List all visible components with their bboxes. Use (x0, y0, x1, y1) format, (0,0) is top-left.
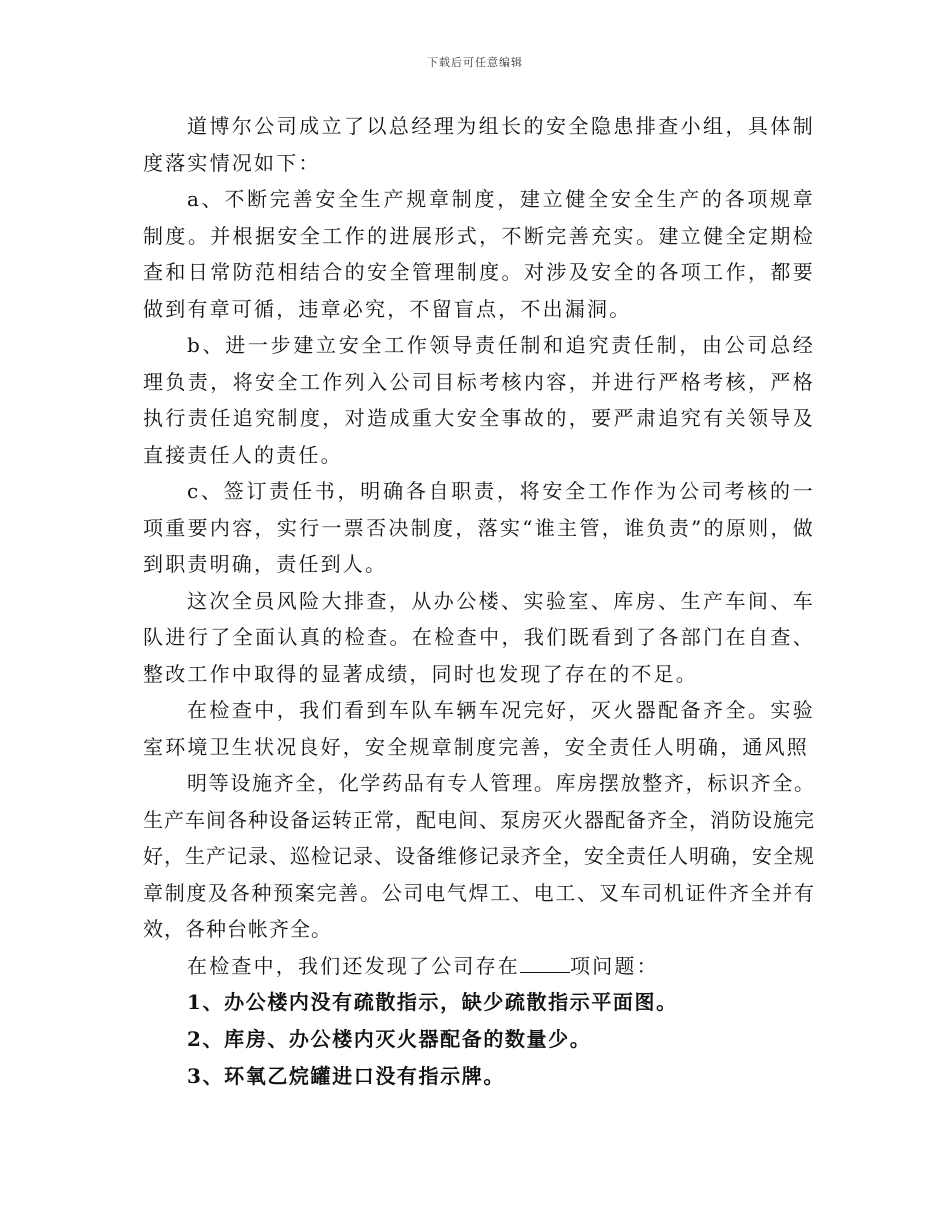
paragraph-c: c、签订责任书，明确各自职责，将安全工作作为公司考核的一项重要内容，实行一票否决制度，落实“谁主管，谁负责”的原则，做到职责明确，责任到人。 (143, 479, 815, 576)
paragraph-problems-intro (143, 948, 815, 985)
paragraph-b: b、进一步建立安全工作领导责任制和追究责任制，由公司总经理负责，将安全工作列入公司目标考核内容，并进行严格考核，严格执行责任追究制度，对造成重大安全事故的，要严肃追究有关领导及直接责任人的责任。 (143, 333, 815, 467)
document-body (143, 108, 815, 1095)
fill-in-blank (520, 954, 570, 973)
paragraph-a: a、不断完善安全生产规章制度，建立健全安全生产的各项规章制度。并根据安全工作的进展形式，不断完善充实。建立健全定期检查和日常防范相结合的安全管理制度。对涉及安全的各项工作，都要做到有章可循，违章必究，不留盲点，不出漏洞。 (143, 187, 815, 321)
paragraph-intro: 道博尔公司成立了以总经理为组长的安全隐患排查小组，具体制度落实情况如下： (143, 114, 815, 175)
problem-item-3: 3、环氧乙烷罐进口没有指示牌。 (187, 1064, 505, 1088)
problem-item-2: 2、库房、办公楼内灭火器配备的数量少。 (187, 1027, 592, 1051)
problems-intro-before: 在检查中，我们还发现了公司存在 (187, 953, 520, 978)
paragraph-findings-continued: 明等设施齐全，化学药品有专人管理。库房摆放整齐，标识齐全。生产车间各种设备运转正常，配电间、泵房灭火器配备齐全，消防设施完好，生产记录、巡检记录、设备维修记录齐全，安全责任人明确，安全规章制度及各种预案完善。公司电气焊工、电工、叉车司机证件齐全并有效，各种台帐齐全。 (143, 771, 815, 941)
problem-item-1: 1、办公楼内没有疏散指示，缺少疏散指示平面图。 (187, 990, 678, 1014)
paragraph-inspection: 这次全员风险大排查，从办公楼、实验室、库房、生产车间、车队进行了全面认真的检查。在检查中，我们既看到了各部门在自查、整改工作中取得的显著成绩，同时也发现了存在的不足。 (143, 588, 815, 686)
paragraph-findings: 在检查中，我们看到车队车辆车况完好，灭火器配备齐全。实验室环境卫生状况良好，安全规章制度完善，安全责任人明确，通风照 (143, 698, 815, 759)
problems-intro-after: 项问题： (570, 953, 659, 978)
header-note: 下载后可任意编辑 (427, 56, 523, 69)
